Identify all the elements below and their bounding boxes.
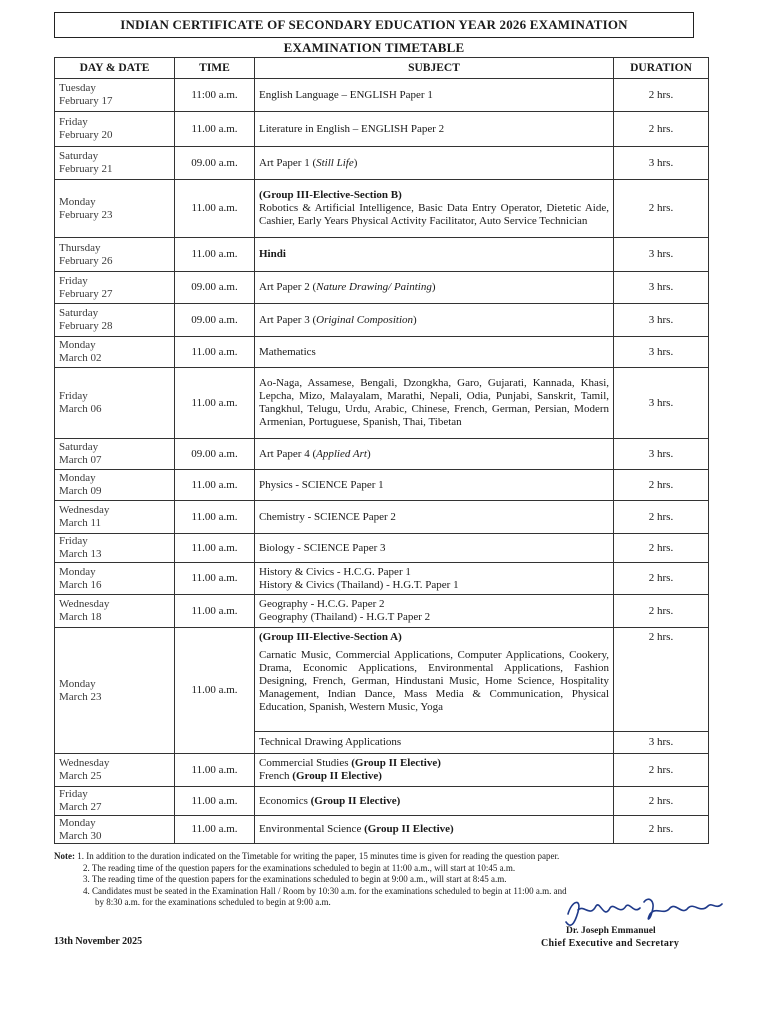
day-date-cell	[55, 180, 175, 238]
subject-text: Robotics & Artificial Intelligence, Basic Data Entry Operator, Dietetic Aide, Cashier, Early Years Physical Activity Facilitator, Auto Service Technician	[259, 202, 609, 227]
date: March 16	[59, 578, 102, 591]
subject-cell: Chemistry - SCIENCE Paper 2	[255, 501, 614, 534]
time-cell: 11.00 a.m.	[175, 787, 255, 816]
table-row	[55, 180, 709, 238]
duration-cell: 2 hrs.	[614, 501, 709, 534]
duration-cell: 2 hrs.	[614, 79, 709, 112]
duration-cell: 2 hrs.	[614, 754, 709, 787]
subject-text: )	[413, 313, 417, 326]
table-row	[55, 628, 709, 732]
day-date-cell	[55, 563, 175, 595]
day-date-cell	[55, 147, 175, 180]
weekday: Wednesday	[59, 598, 110, 610]
duration-cell: 3 hrs.	[614, 238, 709, 272]
table-row	[55, 79, 709, 112]
table-row	[55, 787, 709, 816]
table-row	[55, 147, 709, 180]
subject-cell: Literature in English – ENGLISH Paper 2	[255, 112, 614, 147]
table-row	[55, 238, 709, 272]
subject-cell	[255, 180, 614, 238]
table-row	[55, 563, 709, 595]
weekday: Monday	[59, 195, 96, 208]
subject-italic-text: Applied Art	[316, 447, 367, 460]
weekday: Saturday	[59, 150, 99, 162]
subject-cell	[255, 595, 614, 628]
time-cell: 09.00 a.m.	[175, 304, 255, 337]
day-date-cell	[55, 754, 175, 787]
date: February 21	[59, 163, 113, 175]
subject-line: French	[259, 770, 293, 782]
date: March 06	[59, 403, 102, 415]
date: February 17	[59, 95, 113, 107]
subject-line: History & Civics - H.C.G. Paper 1	[259, 565, 411, 578]
column-header-time: TIME	[175, 58, 255, 79]
date: March 30	[59, 829, 102, 842]
table-row	[55, 816, 709, 844]
subject-line: Commercial Studies	[259, 757, 352, 769]
day-date-cell	[55, 628, 175, 754]
subject-line: History & Civics (Thailand) - H.G.T. Paper 1	[259, 578, 459, 591]
table-row	[55, 439, 709, 470]
weekday: Wednesday	[59, 504, 110, 516]
weekday: Saturday	[59, 441, 99, 453]
time-cell: 11.00 a.m.	[175, 816, 255, 844]
note-text: 1. In addition to the duration indicated on the Timetable for writing the paper, 15 minutes time is given for reading the question paper.	[77, 851, 560, 861]
subject-text: )	[353, 156, 358, 169]
note-4-continued: by 8:30 a.m. for the examinations scheduled to begin at 9:00 a.m.	[95, 897, 331, 907]
group-heading: (Group III-Elective-Section B)	[259, 189, 402, 201]
subject-cell	[255, 439, 614, 470]
subject-bold-text: (Group II Elective)	[364, 823, 454, 835]
date: February 28	[59, 320, 113, 332]
time-cell: 11.00 a.m.	[175, 563, 255, 595]
time-cell: 11.00 a.m.	[175, 754, 255, 787]
subject-cell: Ao-Naga, Assamese, Bengali, Dzongkha, Garo, Gujarati, Kannada, Khasi, Lepcha, Mizo, Malayalam, Marathi, Nepali, Odia, Punjabi, Sanskrit, Tamil, Tangkhul, Telugu, Urdu, Arabic, Chinese, French, German, Persian, Modern Armenian, Portuguese, Spanish, Thai, Tibetan	[255, 368, 614, 439]
document-title: INDIAN CERTIFICATE OF SECONDARY EDUCATION YEAR 2026 EXAMINATION	[54, 12, 694, 38]
date: February 23	[59, 208, 113, 221]
table-row	[55, 112, 709, 147]
duration-cell: 2 hrs.	[614, 534, 709, 563]
date: March 25	[59, 770, 102, 782]
time-cell: 11.00 a.m.	[175, 368, 255, 439]
subject-italic-text: Original Composition	[316, 313, 413, 326]
day-date-cell	[55, 272, 175, 304]
subject-bold-text: (Group II Elective)	[310, 794, 401, 807]
weekday: Wednesday	[59, 757, 110, 769]
weekday: Thursday	[59, 241, 101, 254]
day-date-cell	[55, 787, 175, 816]
duration-cell: 3 hrs.	[614, 368, 709, 439]
date: March 09	[59, 485, 102, 497]
table-row	[55, 304, 709, 337]
table-row	[55, 595, 709, 628]
subject-text: Environmental Science	[259, 823, 365, 835]
subject-cell	[255, 563, 614, 595]
duration-cell: 3 hrs.	[614, 732, 709, 754]
note-2: 2. The reading time of the question papers for the examinations scheduled to begin at 11:00 a.m., will start at 10:45 a.m.	[83, 862, 516, 873]
duration-cell: 2 hrs.	[614, 787, 709, 816]
timetable	[54, 57, 709, 844]
day-date-cell	[55, 534, 175, 563]
weekday: Friday	[59, 116, 88, 128]
subject-cell	[255, 816, 614, 844]
duration-cell: 3 hrs.	[614, 272, 709, 304]
time-cell: 11.00 a.m.	[175, 595, 255, 628]
subject-text: )	[431, 281, 436, 293]
time-cell: 09.00 a.m.	[175, 272, 255, 304]
table-header-row	[55, 58, 709, 79]
weekday: Saturday	[59, 307, 99, 319]
time-cell: 11.00 a.m.	[175, 337, 255, 368]
table-row	[55, 337, 709, 368]
subject-text: Carnatic Music, Commercial Applications, Computer Applications, Cookery, Drama, Economic Applications, Environmental Applications, Fashion Designing, French, German, Hindustani Music, Home Science, Hospitality Management, Indian Dance, Mass Media & Communication, Physical Education, Spanish, Western Music, Yoga	[259, 649, 609, 713]
date: March 13	[59, 548, 102, 560]
duration-cell: 2 hrs.	[614, 470, 709, 501]
day-date-cell	[55, 501, 175, 534]
weekday: Monday	[59, 472, 96, 484]
time-cell: 11.00 a.m.	[175, 501, 255, 534]
subject-cell	[255, 754, 614, 787]
subject-text: Art Paper 2 (	[259, 281, 317, 293]
day-date-cell	[55, 595, 175, 628]
column-header-subject: SUBJECT	[255, 58, 614, 79]
signatory-title: Chief Executive and Secretary	[541, 938, 680, 949]
table-row	[55, 534, 709, 563]
duration-cell: 3 hrs.	[614, 304, 709, 337]
weekday: Friday	[59, 788, 88, 800]
subject-cell	[255, 304, 614, 337]
duration-cell: 3 hrs.	[614, 147, 709, 180]
date: February 27	[59, 287, 113, 300]
weekday: Friday	[59, 390, 88, 402]
note-4: 4. Candidates must be seated in the Examination Hall / Room by 10:30 a.m. for the examinations scheduled to begin at 11:00 a.m. and	[83, 885, 567, 896]
document-subtitle: EXAMINATION TIMETABLE	[283, 40, 465, 55]
subject-cell: Hindi	[255, 238, 614, 272]
weekday: Friday	[59, 274, 88, 287]
table-row	[55, 368, 709, 439]
time-cell: 11.00 a.m.	[175, 238, 255, 272]
table-row	[55, 754, 709, 787]
day-date-cell	[55, 337, 175, 368]
date: February 26	[59, 254, 113, 267]
time-cell: 09.00 a.m.	[175, 147, 255, 180]
subject-text: Economics	[259, 794, 311, 807]
group-heading: (Group III-Elective-Section A)	[259, 631, 402, 643]
table-row	[55, 272, 709, 304]
signatory-name: Dr. Joseph Emmanuel	[566, 926, 656, 936]
subject-line: Geography - H.C.G. Paper 2	[259, 598, 385, 610]
day-date-cell	[55, 368, 175, 439]
subject-text: Art Paper 3 (	[259, 313, 317, 326]
subject-cell	[255, 787, 614, 816]
column-header-day: DAY & DATE	[55, 58, 175, 79]
issue-date: 13th November 2025	[54, 936, 143, 947]
subject-cell: English Language – ENGLISH Paper 1	[255, 79, 614, 112]
time-cell: 11.00 a.m.	[175, 112, 255, 147]
subject-italic-text: Nature Drawing/ Painting	[316, 281, 432, 293]
weekday: Tuesday	[59, 82, 96, 94]
date: March 02	[59, 352, 102, 364]
day-date-cell	[55, 304, 175, 337]
subject-line-bold: (Group II Elective)	[351, 757, 441, 769]
date: March 18	[59, 611, 102, 623]
note-1	[54, 851, 714, 863]
duration-cell: 2 hrs.	[614, 180, 709, 238]
subject-text: )	[366, 447, 371, 460]
time-cell: 09.00 a.m.	[175, 439, 255, 470]
note-label: Note:	[54, 851, 75, 861]
date: March 07	[59, 454, 102, 466]
subject-cell: Mathematics	[255, 337, 614, 368]
weekday: Monday	[59, 816, 96, 829]
table-row	[55, 470, 709, 501]
subject-line: Geography (Thailand) - H.G.T Paper 2	[259, 611, 431, 623]
column-header-duration: DURATION	[614, 58, 709, 79]
duration-cell: 3 hrs.	[614, 337, 709, 368]
day-date-cell	[55, 79, 175, 112]
day-date-cell	[55, 439, 175, 470]
duration-cell: 2 hrs.	[614, 112, 709, 147]
subject-line-bold: (Group II Elective)	[292, 770, 382, 782]
weekday: Friday	[59, 535, 88, 547]
day-date-cell	[55, 816, 175, 844]
note-3: 3. The reading time of the question papers for the examinations scheduled to begin at 9:00 a.m., will start at 8:45 a.m.	[83, 874, 507, 884]
time-cell: 11.00 a.m.	[175, 180, 255, 238]
duration-cell: 2 hrs.	[614, 595, 709, 628]
subject-text: Art Paper 4 (	[259, 447, 317, 460]
table-row	[55, 501, 709, 534]
subject-text: Art Paper 1 (	[259, 156, 317, 169]
day-date-cell	[55, 112, 175, 147]
date: February 20	[59, 129, 113, 141]
date: March 23	[59, 690, 102, 703]
subject-cell	[255, 147, 614, 180]
weekday: Monday	[59, 677, 96, 690]
subject-cell	[255, 272, 614, 304]
time-cell: 11.00 a.m.	[175, 534, 255, 563]
date: March 11	[59, 517, 102, 529]
time-cell: 11.00 a.m.	[175, 470, 255, 501]
weekday: Monday	[59, 339, 96, 351]
weekday: Monday	[59, 565, 96, 578]
subject-italic-text: Still Life	[316, 156, 354, 169]
subject-cell: Physics - SCIENCE Paper 1	[255, 470, 614, 501]
date: March 27	[59, 801, 102, 813]
duration-cell: 2 hrs.	[614, 563, 709, 595]
time-cell: 11.00 a.m.	[175, 628, 255, 754]
subject-cell	[255, 628, 614, 732]
duration-cell: 2 hrs.	[614, 816, 709, 844]
duration-cell: 3 hrs.	[614, 439, 709, 470]
subject-cell: Biology - SCIENCE Paper 3	[255, 534, 614, 563]
time-cell: 11:00 a.m.	[175, 79, 255, 112]
subject-cell: Technical Drawing Applications	[255, 732, 614, 754]
day-date-cell	[55, 470, 175, 501]
duration-cell: 2 hrs.	[614, 628, 709, 732]
day-date-cell	[55, 238, 175, 272]
